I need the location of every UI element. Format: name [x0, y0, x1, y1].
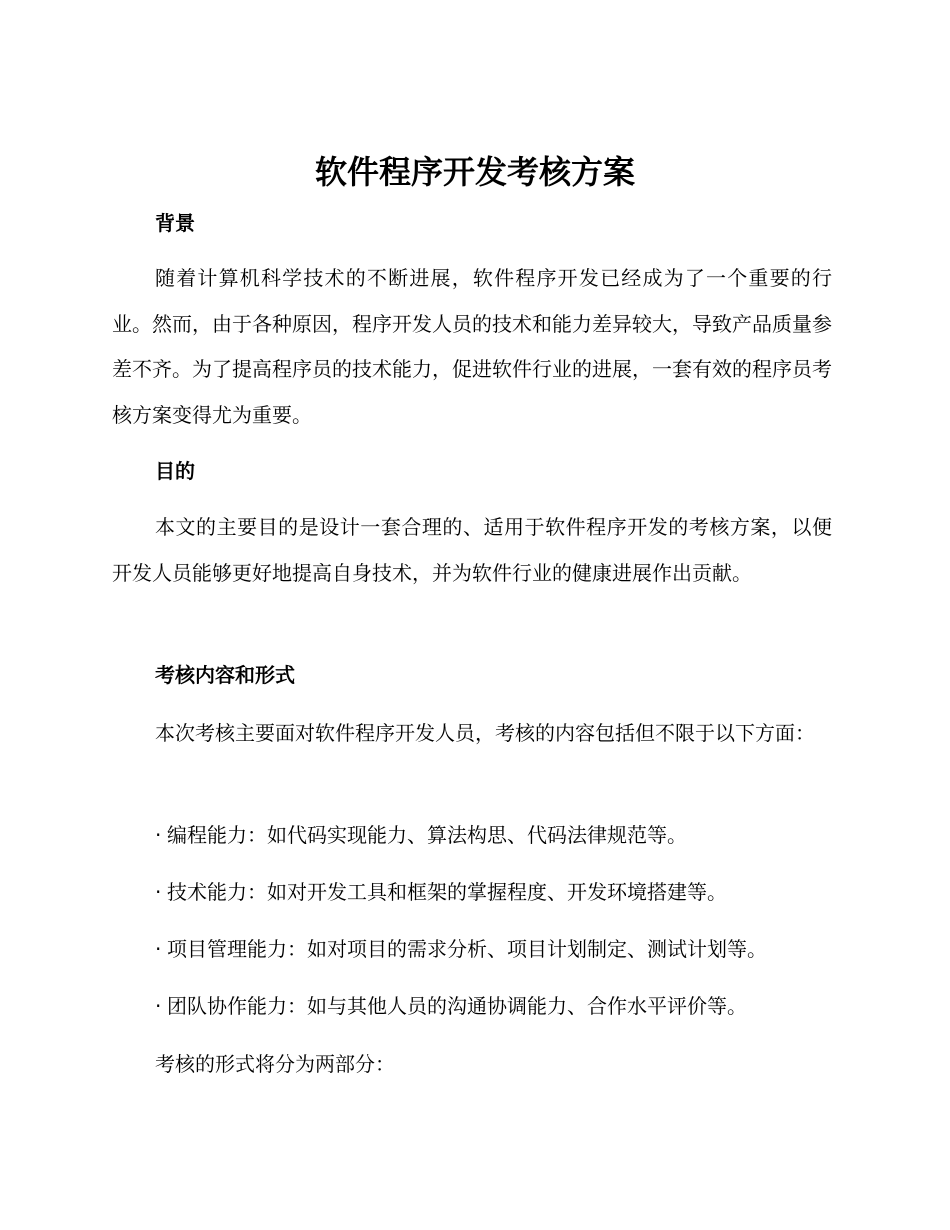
bullet-text: 编程能力：如代码实现能力、算法构思、代码法律规范等。 [167, 823, 687, 847]
bullet-dot: · [155, 823, 162, 847]
section-heading-background: 背景 [155, 211, 195, 235]
paragraph-form-intro: 考核的形式将分为两部分： [155, 1052, 395, 1076]
bullet-item-programming [155, 820, 845, 850]
bullet-item-project-management [155, 934, 845, 964]
section-heading-purpose: 目的 [155, 459, 195, 483]
bullet-text: 技术能力：如对开发工具和框架的掌握程度、开发环境搭建等。 [167, 880, 727, 904]
paragraph-content-intro: 本次考核主要面对软件程序开发人员，考核的内容包括但不限于以下方面： [155, 721, 815, 745]
bullet-dot: · [155, 937, 162, 961]
bullet-dot: · [155, 994, 162, 1018]
bullet-item-technical [155, 877, 845, 907]
document-title: 软件程序开发考核方案 [314, 153, 635, 191]
section-heading-content: 考核内容和形式 [155, 663, 295, 687]
bullet-item-teamwork [155, 991, 845, 1021]
paragraph-background: 随着计算机科学技术的不断进展，软件程序开发已经成为了一个重要的行业。然而，由于各种原因，程序开发人员的技术和能力差异较大，导致产品质量参差不齐。为了提高程序员的技术能力，促进软件行业的进展，一套有效的程序员考核方案变得尤为重要。 [112, 266, 832, 428]
bullet-text: 团队协作能力：如与其他人员的沟通协调能力、合作水平评价等。 [167, 994, 747, 1018]
bullet-dot: · [155, 880, 162, 904]
paragraph-purpose: 本文的主要目的是设计一套合理的、适用于软件程序开发的考核方案，以便开发人员能够更好地提高自身技术，并为软件行业的健康进展作出贡献。 [112, 515, 832, 585]
bullet-text: 项目管理能力：如对项目的需求分析、项目计划制定、测试计划等。 [167, 937, 767, 961]
